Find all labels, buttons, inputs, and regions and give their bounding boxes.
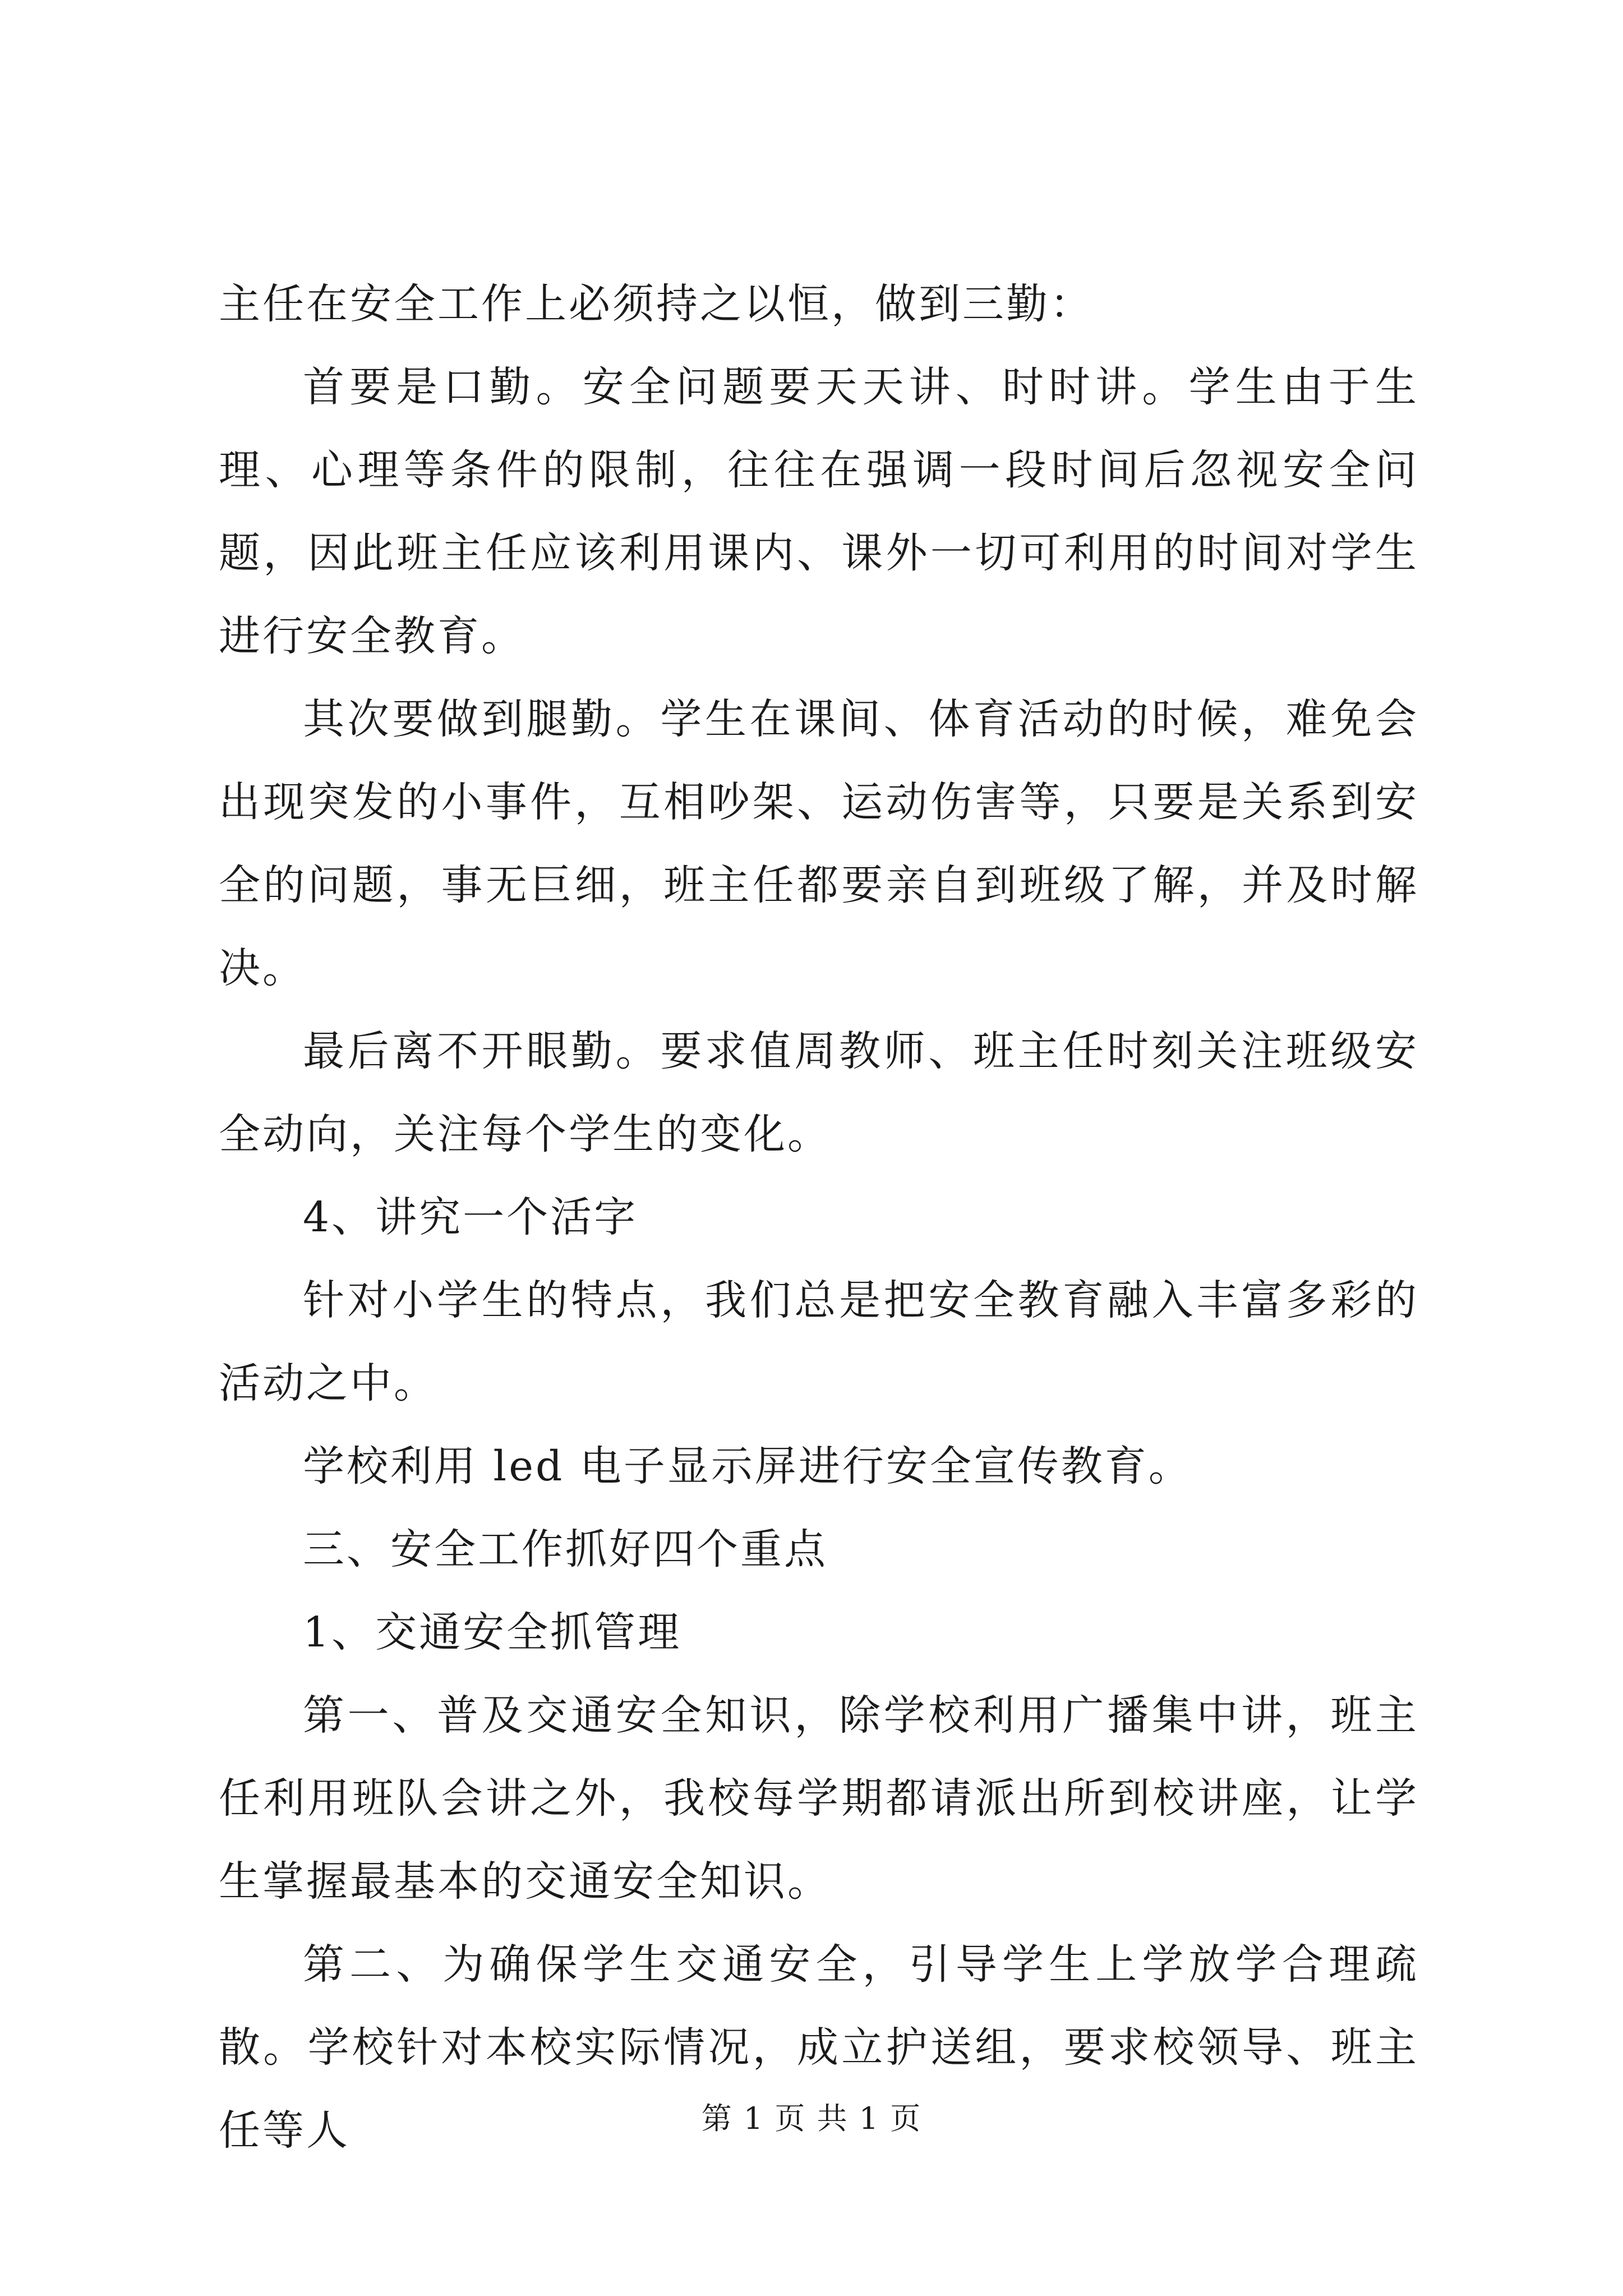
section-heading-1: 1、交通安全抓管理: [303, 1608, 682, 1657]
section-heading-3: 三、安全工作抓好四个重点: [303, 1525, 828, 1573]
paragraph-1: 主任在安全工作上必须持之以恒，做到三勤：: [219, 280, 1094, 328]
paragraph-10: 第一、普及交通安全知识，除学校利用广播集中讲，班主任利用班队会讲之外，我校每学期都请派出所到校讲座，让学生掌握最基本的交通安全知识。: [219, 1691, 1419, 1906]
paragraph-7: 学校利用 led 电子显示屏进行安全宣传教育。: [303, 1442, 1192, 1490]
paragraph-2: 首要是口勤。安全问题要天天讲、时时讲。学生由于生理、心理等条件的限制，往往在强调一段时间后忽视安全问题，因此班主任应该利用课内、课外一切可利用的时间对学生进行安全教育。: [219, 363, 1419, 660]
paragraph-11: 第二、为确保学生交通安全，引导学生上学放学合理疏散。学校针对本校实际情况，成立护送组，要求校领导、班主任等人: [219, 1940, 1419, 2155]
paragraph-3: 其次要做到腿勤。学生在课间、体育活动的时候，难免会出现突发的小事件，互相吵架、运动伤害等，只要是关系到安全的问题，事无巨细，班主任都要亲自到班级了解，并及时解决。: [219, 695, 1419, 992]
paragraph-4: 最后离不开眼勤。要求值周教师、班主任时刻关注班级安全动向，关注每个学生的变化。: [219, 1027, 1419, 1158]
paragraph-6: 针对小学生的特点，我们总是把安全教育融入丰富多彩的活动之中。: [219, 1276, 1419, 1407]
section-heading-4: 4、讲究一个活字: [303, 1193, 638, 1241]
document-body: [219, 263, 1419, 2172]
page-footer: 第 1 页 共 1 页: [701, 2101, 922, 2136]
